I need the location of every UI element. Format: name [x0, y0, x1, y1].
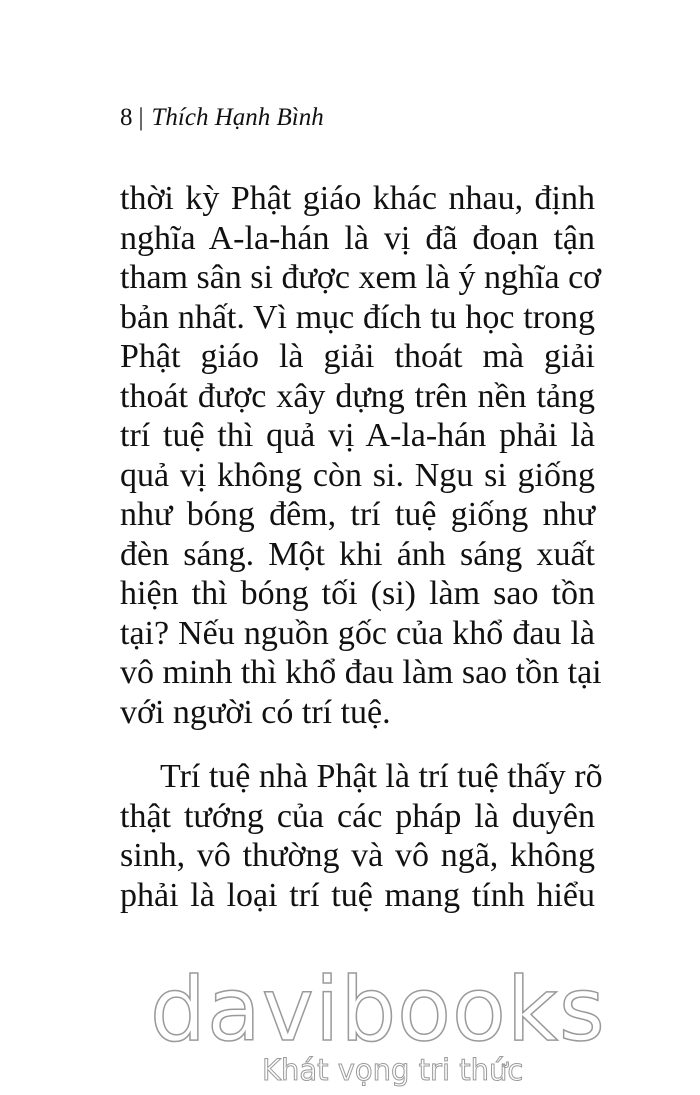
paragraph-gap — [120, 732, 595, 757]
text-line: Trí tuệ nhà Phật là trí tuệ thấy rõ — [160, 758, 603, 795]
text-line: vô minh thì khổ đau làm sao tồn tại — [120, 654, 602, 691]
watermark-brand: davibooks — [150, 958, 606, 1061]
watermark — [0, 960, 700, 1095]
text-line: như bóng đêm, trí tuệ giống như — [120, 496, 595, 533]
text-line: tham sân si được xem là ý nghĩa cơ — [120, 259, 602, 296]
text-line: bản nhất. Vì mục đích tu học trong — [120, 298, 595, 336]
text-line: Phật giáo là giải thoát mà giải — [120, 338, 595, 375]
text-line: với người có trí tuệ. — [120, 693, 391, 731]
paragraph — [120, 179, 602, 732]
watermark-tagline: Khát vọng tri thức — [262, 1053, 524, 1087]
text-line: tại? Nếu nguồn gốc của khổ đau là — [120, 614, 595, 652]
text-line: thời kỳ Phật giáo khác nhau, định — [120, 180, 595, 217]
text-line: sinh, vô thường và vô ngã, không — [120, 837, 595, 874]
text-line: quả vị không còn si. Ngu si giống — [120, 456, 595, 494]
running-head — [120, 103, 324, 133]
text-line: đèn sáng. Một khi ánh sáng xuất — [120, 535, 595, 573]
text-line: trí tuệ thì quả vị A-la-hán phải là — [120, 417, 595, 454]
text-line: thoát được xây dựng trên nền tảng — [120, 377, 595, 415]
body-text — [120, 179, 603, 915]
text-line: nghĩa A-la-hán là vị đã đoạn tận — [120, 219, 595, 257]
text-line: thật tướng của các pháp là duyên — [120, 797, 595, 835]
page-number: 8 — [120, 104, 133, 131]
running-head-author: Thích Hạnh Bình — [151, 104, 324, 131]
text-line: phải là loại trí tuệ mang tính hiểu — [120, 876, 595, 914]
text-line: hiện thì bóng tối (si) làm sao tồn — [120, 575, 595, 612]
running-head-separator: | — [138, 104, 144, 131]
paragraph — [120, 757, 603, 915]
